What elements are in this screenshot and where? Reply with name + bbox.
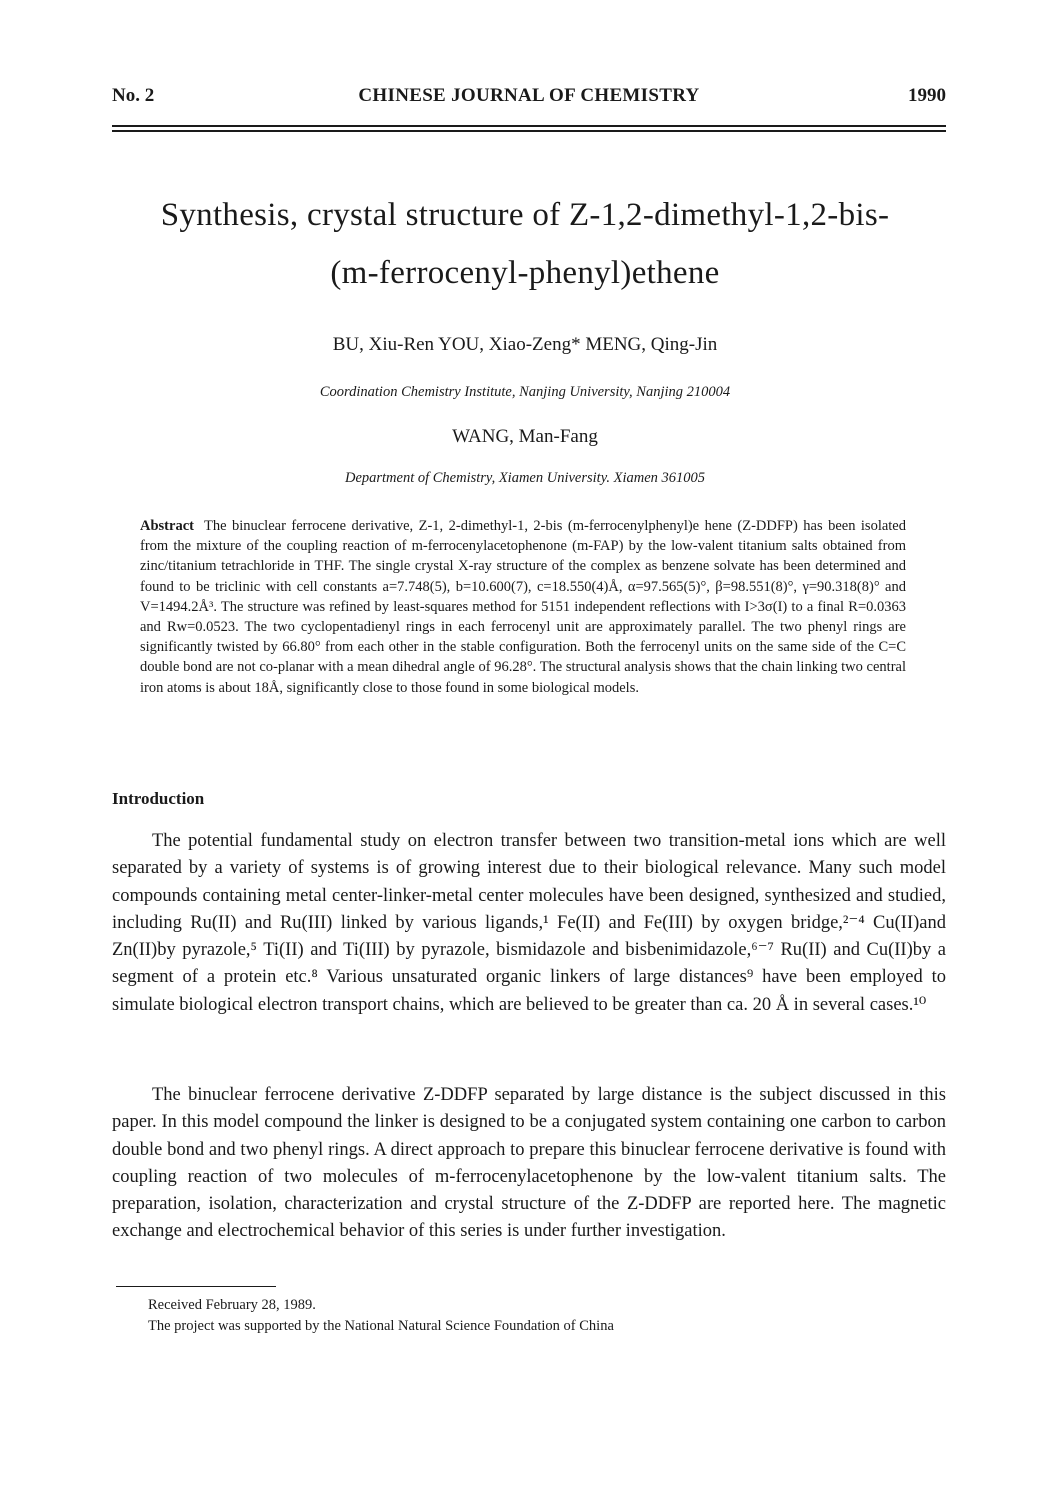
introduction-paragraph-1 bbox=[112, 828, 946, 1019]
issue-number: No. 2 bbox=[112, 85, 155, 106]
journal-name: CHINESE JOURNAL OF CHEMISTRY bbox=[358, 85, 700, 106]
footnote-funding: The project was supported by the National Natural Science Foundation of China bbox=[148, 1318, 614, 1334]
paper-title bbox=[60, 186, 990, 302]
title-line-1: Synthesis, crystal structure of Z-1,2-dimethyl-1,2-bis- bbox=[160, 197, 890, 233]
affiliation-1: Coordination Chemistry Institute, Nanjing University, Nanjing 210004 bbox=[319, 384, 731, 400]
introduction-paragraph-2 bbox=[112, 1082, 946, 1246]
header-rule-bottom bbox=[112, 130, 946, 132]
title-line-2: (m-ferrocenyl-phenyl)ethene bbox=[330, 255, 720, 291]
paragraph-text: The binuclear ferrocene derivative Z-DDFP separated by large distance is the subject discussed in this paper. In this model compound the linker is designed to be a conjugated system containing one carbon to carbon double bond and two phenyl rings. A direct approach to prepare this binuclear ferrocene derivative is found with coupling reaction of two molecules of m-ferrocenylacetophenone by the low-valent titanium salts. The preparation, isolation, characterization and crystal structure of the Z-DDFP are reported here. The magnetic exchange and electrochemical behavior of this series is under further investigation. bbox=[112, 1085, 946, 1242]
paragraph-text: The potential fundamental study on electron transfer between two transition-metal ions which are well separated by a variety of systems is of growing interest due to their biological relevance. Many such model compounds containing metal center-linker-metal center molecules have been designed, synthesized and studied, including Ru(II) and Ru(III) linked by various ligands,¹ Fe(II) and Fe(III) by oxygen bridge,²⁻⁴ Cu(II)and Zn(II)by pyrazole,⁵ Ti(II) and Ti(III) by pyrazole, bismidazole and bisbenimidazole,⁶⁻⁷ Ru(II) and Cu(II)by a segment of a protein etc.⁸ Various unsaturated organic linkers of large distances⁹ have been employed to simulate biological electron transport chains, which are believed to be greater than ca. 20 Å in several cases.¹⁰ bbox=[112, 831, 946, 1015]
footnote-rule bbox=[116, 1286, 276, 1287]
author-list-2: WANG, Man-Fang bbox=[452, 426, 598, 447]
header-rule-top bbox=[112, 125, 946, 127]
abstract-text: The binuclear ferrocene derivative, Z-1, 2-dimethyl-1, 2-bis (m-ferrocenylphenyl)e hene (Z-DDFP) has been isolated from the mixture of the coupling reaction of m-ferrocenylacetophenone (m-FAP) by the low-valent titanium salts obtained from zinc/titanium tetrachloride in THF. The single crystal X-ray structure of the complex as benzene solvate has been determined and found to be triclinic with cell constants a=7.748(5), b=10.600(7), c=18.550(4)Å, α=97.565(5)°, β=98.551(8)°, γ=90.318(8)° and V=1494.2Å³. The structure was refined by least-squares method for 5151 independent reflections with I>3σ(I) to a final R=0.0363 and Rw=0.0523. The two cyclopentadienyl rings in each ferrocenyl unit are approximately parallel. The two phenyl rings are significantly twisted by 66.80° from each other in the stable configuration. Both the ferrocenyl units on the same side of the C=C double bond are not co-planar with a mean dihedral angle of 96.28°. The structural analysis shows that the chain linking two central iron atoms is about 18Å, significantly close to those found in some biological models. bbox=[140, 518, 906, 696]
author-list-1: BU, Xiu-Ren YOU, Xiao-Zeng* MENG, Qing-Jin bbox=[332, 334, 718, 355]
affiliation-2: Department of Chemistry, Xiamen University. Xiamen 361005 bbox=[344, 470, 706, 486]
abstract-label: Abstract bbox=[140, 518, 194, 534]
running-header bbox=[112, 85, 946, 115]
section-heading-introduction: Introduction bbox=[112, 789, 205, 808]
footnote-received: Received February 28, 1989. bbox=[148, 1297, 316, 1313]
abstract bbox=[140, 516, 906, 698]
publication-year: 1990 bbox=[908, 85, 946, 106]
